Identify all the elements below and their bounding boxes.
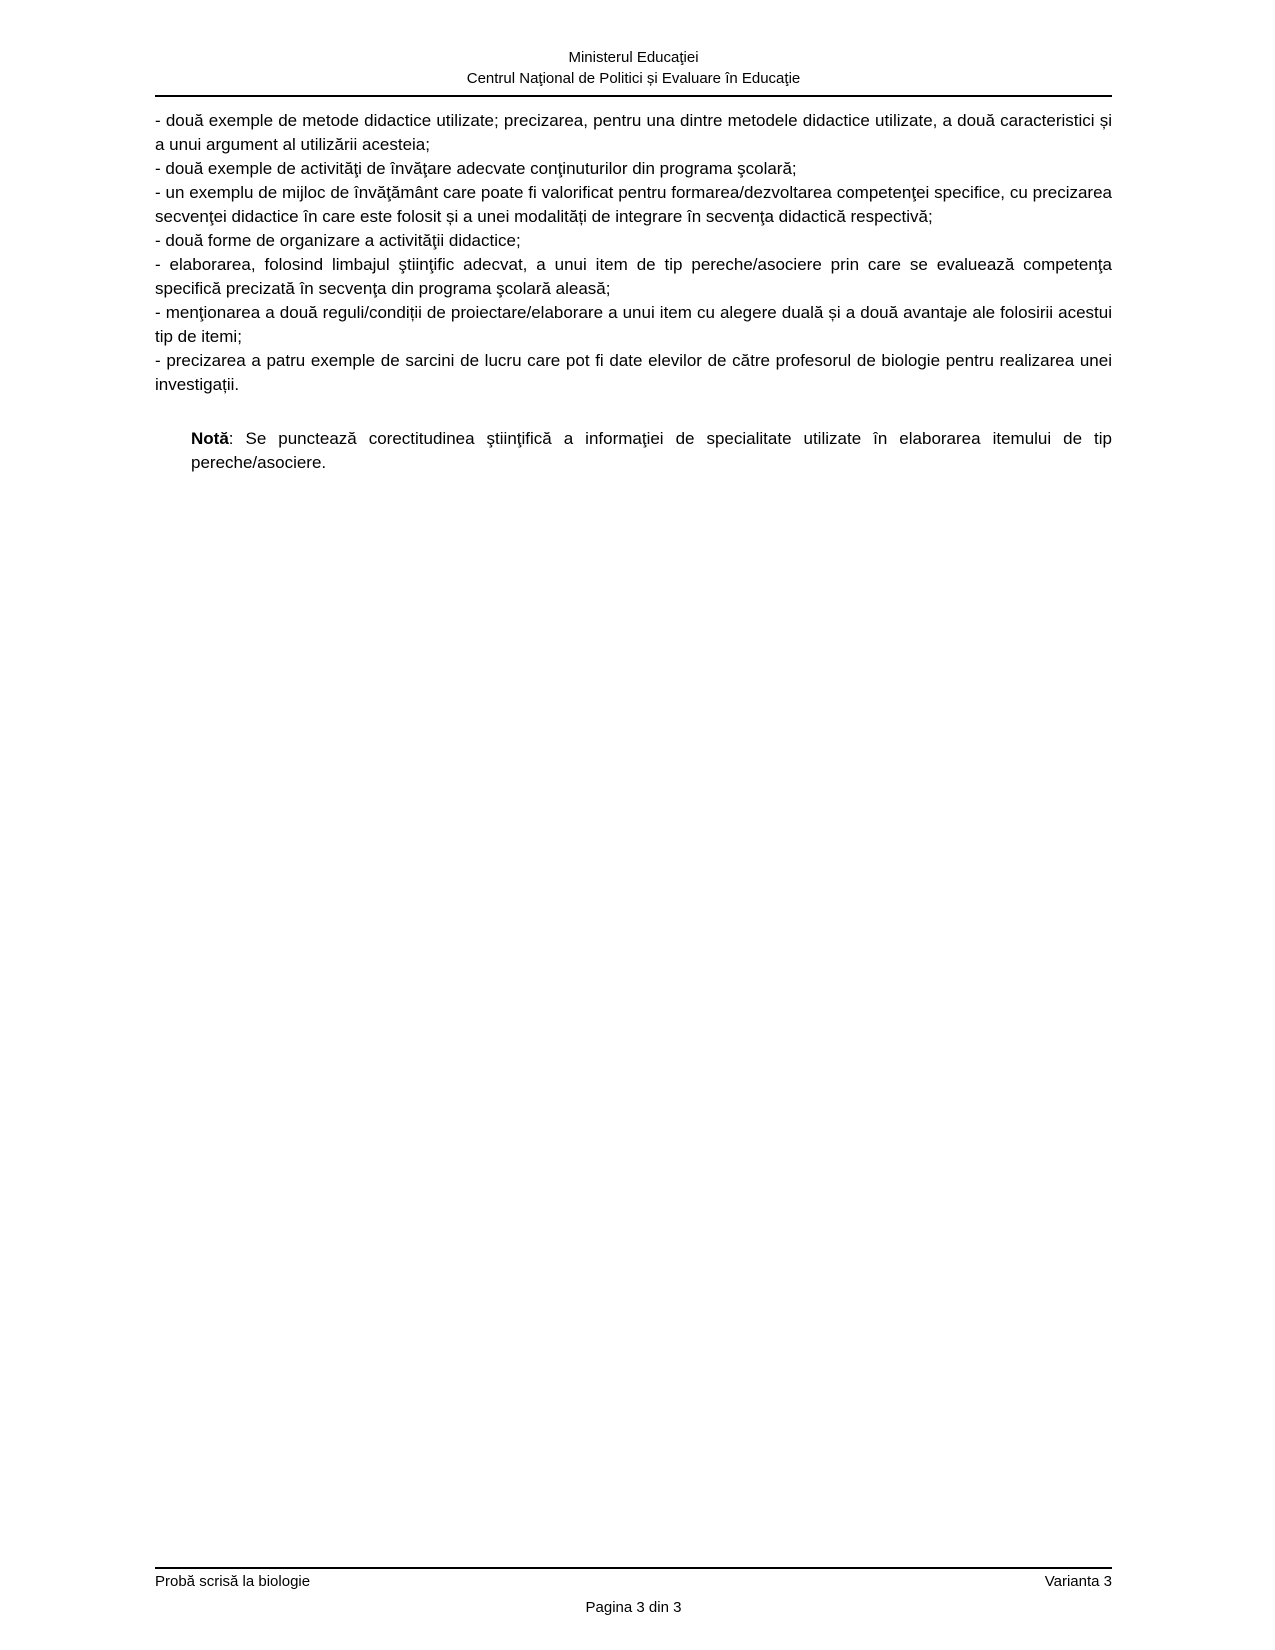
document-footer — [155, 1567, 1112, 1618]
footer-exam-label: Probă scrisă la biologie — [155, 1573, 311, 1590]
footer-variant-label: Varianta 3 — [1044, 1573, 1112, 1590]
note-text: : Se punctează corectitudinea ştiinţifică a informaţiei de specialitate utilizate în elaborarea itemului de tip pereche/asociere. — [191, 429, 1112, 472]
footer-page-number: Pagina 3 din 3 — [585, 1599, 682, 1616]
header-ministry-title: Ministerul Educaţiei — [568, 49, 699, 66]
requirement-item-6: - menţionarea a două reguli/condiții de proiectare/elaborare a unui item cu alegere duală și a două avantaje ale folosirii acestui tip de itemi; — [155, 303, 1112, 346]
requirement-item-1: - două exemple de metode didactice utilizate; precizarea, pentru una dintre metodele didactice utilizate, a două caracteristici și a unui argument al utilizării acesteia; — [155, 111, 1112, 154]
note-label: Notă — [191, 429, 229, 448]
requirement-item-7: - precizarea a patru exemple de sarcini de lucru care pot fi date elevilor de către profesorul de biologie pentru realizarea unei investigații. — [155, 351, 1112, 394]
requirement-item-5: - elaborarea, folosind limbajul ştiinţific adecvat, a unui item de tip pereche/asociere prin care se evaluează competenţa specifică precizată în secvenţa din programa şcolară aleasă; — [155, 255, 1112, 298]
requirement-item-3: - un exemplu de mijloc de învăţământ care poate fi valorificat pentru formarea/dezvoltarea competenţei specifice, cu precizarea secvenţei didactice în care este folosit și a unei modalități de integrare în secvenţa didactică respectivă; — [155, 183, 1112, 226]
header-center-title: Centrul Naţional de Politici și Evaluare în Educaţie — [466, 70, 801, 87]
document-body — [155, 109, 1112, 475]
requirement-item-4: - două forme de organizare a activităţii didactice; — [155, 231, 521, 250]
header-divider — [155, 95, 1112, 97]
note-paragraph — [191, 427, 1112, 475]
requirement-item-2: - două exemple de activităţi de învăţare adecvate conţinuturilor din programa şcolară; — [155, 159, 797, 178]
footer-divider — [155, 1567, 1112, 1569]
document-header — [155, 0, 1112, 89]
